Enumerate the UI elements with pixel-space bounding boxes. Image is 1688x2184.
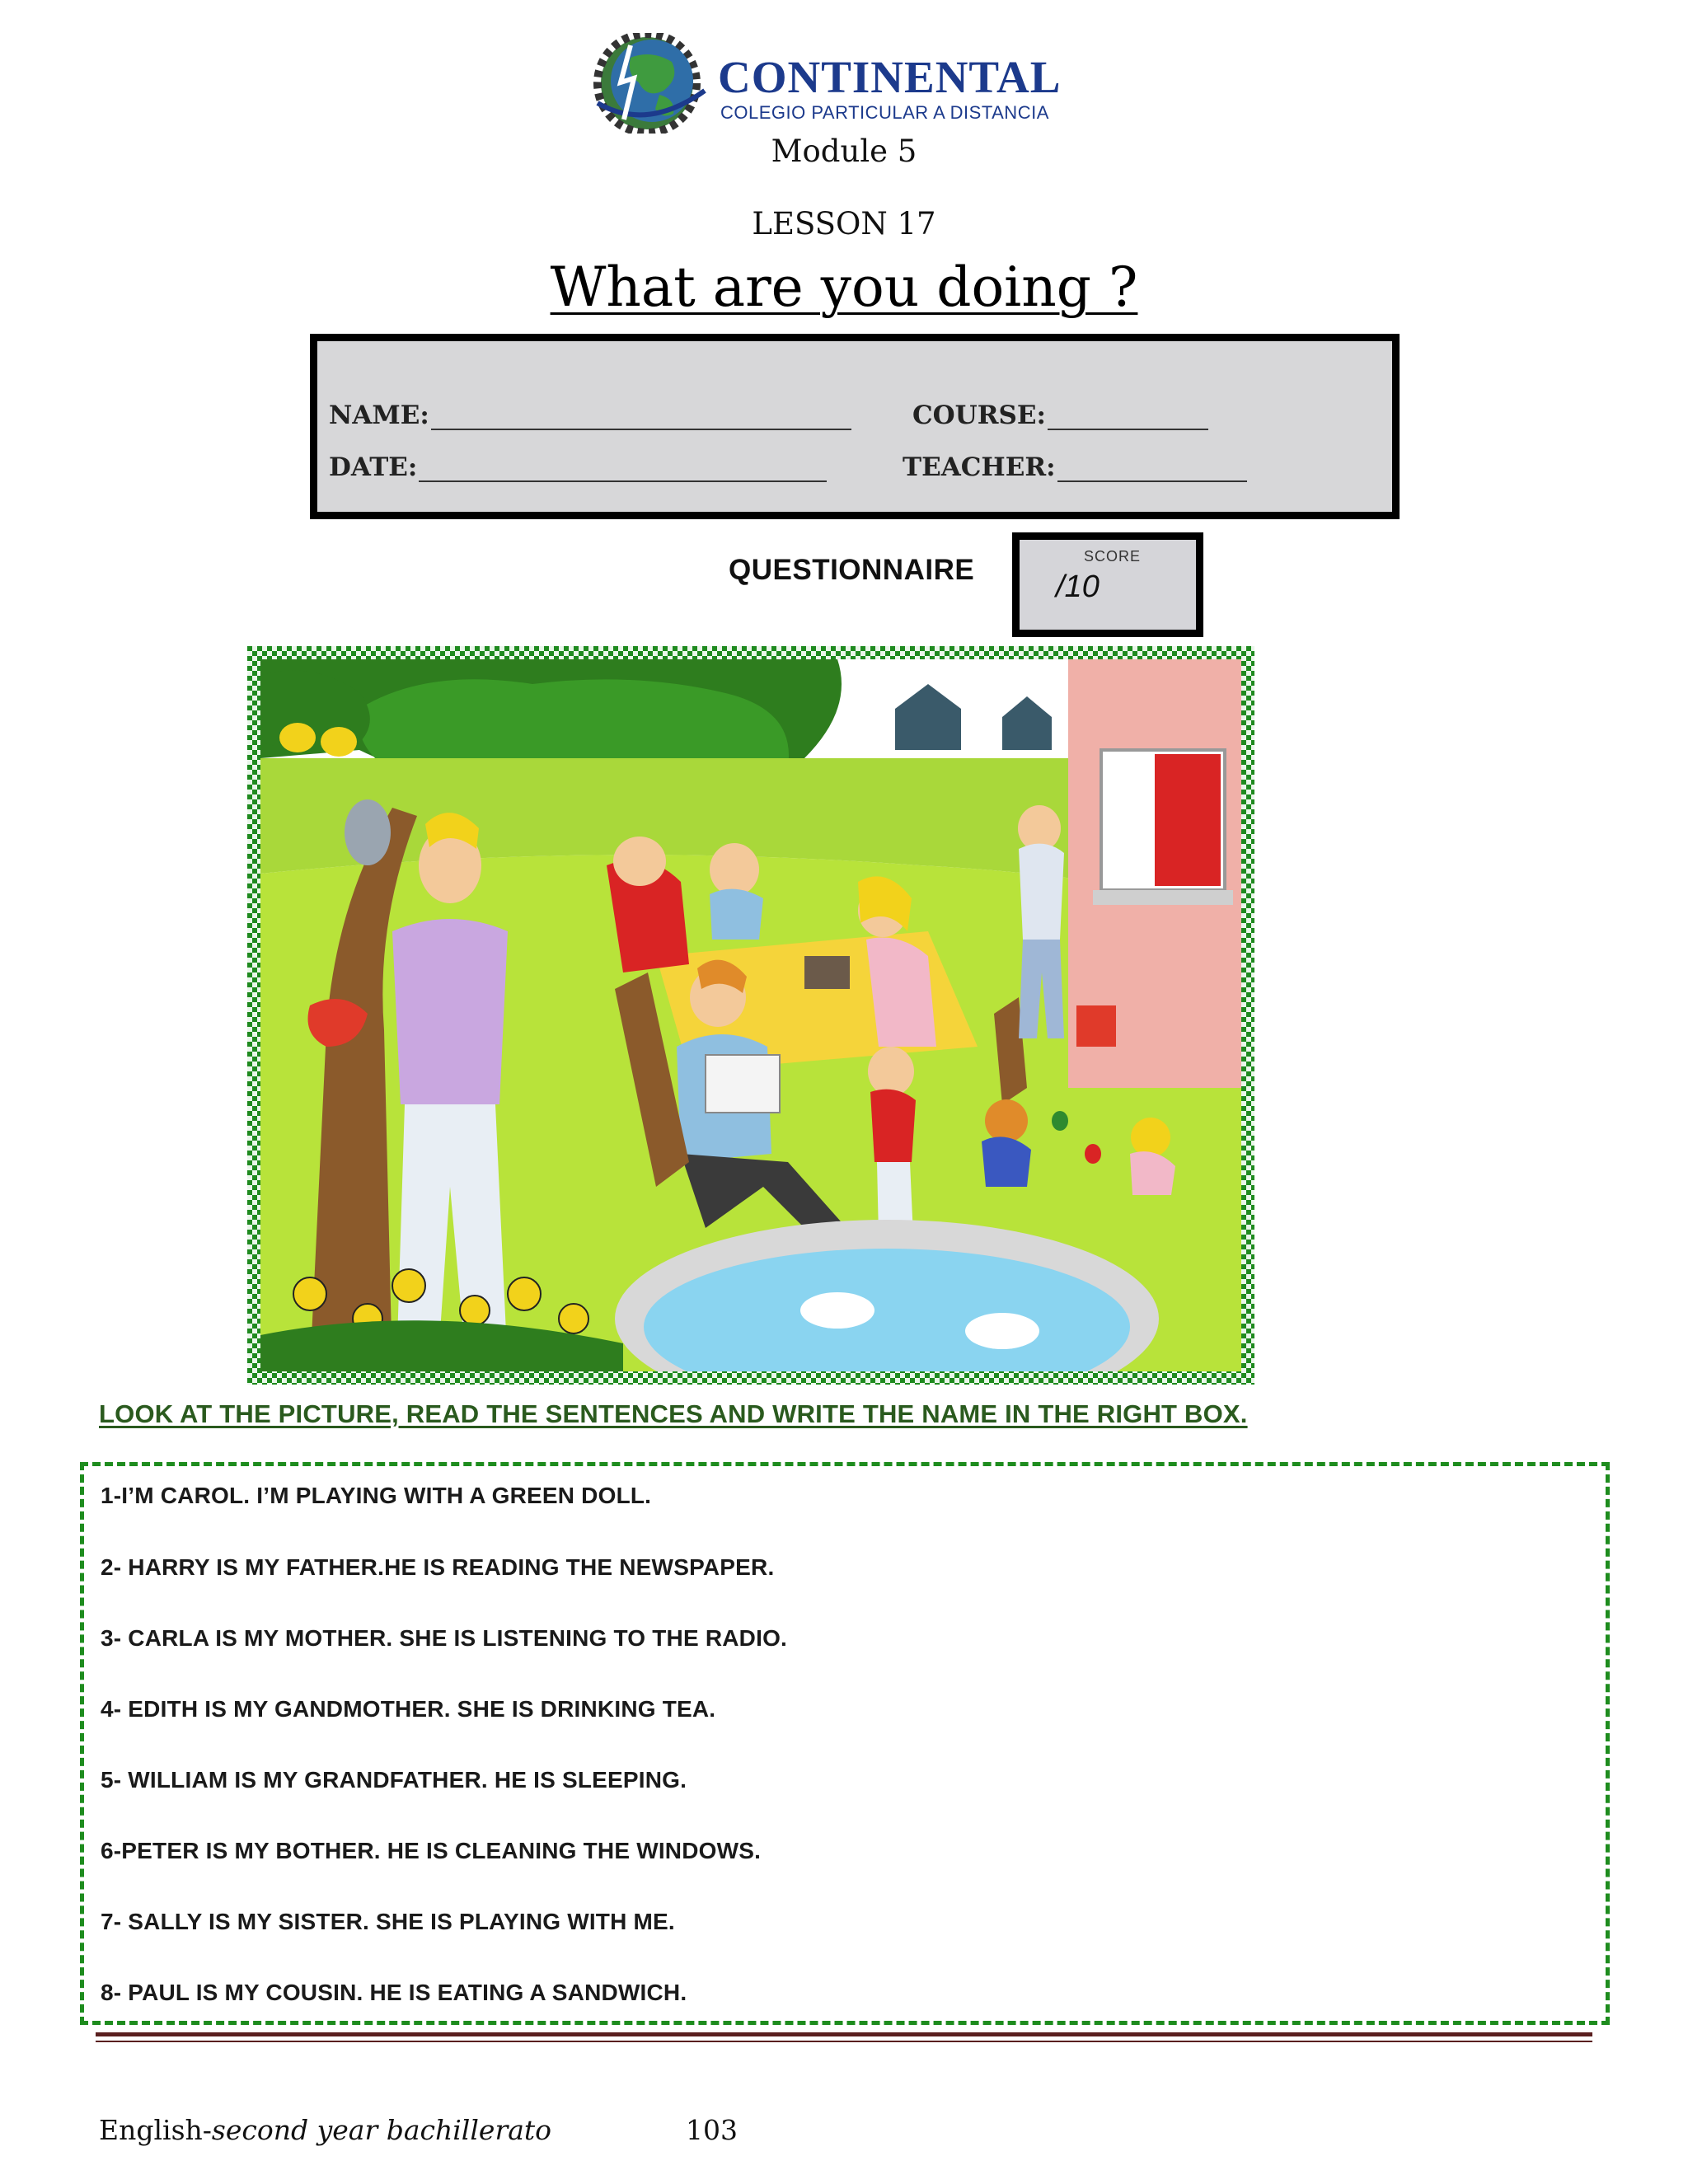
- course-field[interactable]: [912, 401, 1208, 430]
- sentences-box: [80, 1462, 1610, 2025]
- sentence-7: 7- SALLY IS MY SISTER. SHE IS PLAYING WITH ME.: [101, 1909, 675, 1934]
- footer-rule: [96, 2032, 1592, 2042]
- sentence-2: 2- HARRY IS MY FATHER.HE IS READING THE NEWSPAPER.: [101, 1554, 775, 1580]
- score-label: SCORE: [1084, 548, 1142, 565]
- score-box[interactable]: [1012, 532, 1203, 637]
- sentence-3: 3- CARLA IS MY MOTHER. SHE IS LISTENING TO THE RADIO.: [101, 1625, 788, 1651]
- course-label: COURSE:: [912, 401, 1046, 430]
- sentence-6: 6-PETER IS MY BOTHER. HE IS CLEANING THE WINDOWS.: [101, 1838, 762, 1863]
- school-logo: [581, 33, 1062, 136]
- sentence-8: 8- PAUL IS MY COUSIN. HE IS EATING A SANDWICH.: [101, 1980, 687, 2005]
- globe-gear-icon: [581, 33, 717, 134]
- date-label: DATE:: [329, 452, 418, 482]
- lesson-heading: LESSON 17: [752, 206, 936, 241]
- footer-subject: [99, 2114, 551, 2146]
- logo-subtitle: COLEGIO PARTICULAR A DISTANCIA: [720, 102, 1049, 123]
- teacher-label: TEACHER:: [903, 452, 1056, 482]
- name-field[interactable]: [329, 401, 851, 430]
- sentence-4: 4- EDITH IS MY GANDMOTHER. SHE IS DRINKING TEA.: [101, 1696, 716, 1722]
- instruction-text: LOOK AT THE PICTURE, READ THE SENTENCES AND WRITE THE NAME IN THE RIGHT BOX.: [99, 1399, 1248, 1428]
- name-label: NAME:: [329, 401, 429, 430]
- module-heading: Module 5: [771, 134, 917, 169]
- family-garden-picture: [247, 646, 1254, 1385]
- logo-name: CONTINENTAL: [718, 52, 1062, 102]
- footer-subject-main: English-: [99, 2114, 212, 2146]
- page-title: What are you doing ?: [550, 255, 1138, 319]
- score-value: /10: [1056, 569, 1100, 604]
- garden-scene-illustration: [260, 659, 1241, 1371]
- name-line[interactable]: [431, 405, 851, 430]
- footer-subject-italic: second year bachillerato: [211, 2114, 552, 2146]
- course-line[interactable]: [1048, 405, 1208, 430]
- page-number: 103: [686, 2114, 738, 2146]
- date-field[interactable]: [329, 452, 827, 482]
- teacher-line[interactable]: [1057, 457, 1247, 482]
- questionnaire-label: QUESTIONNAIRE: [729, 554, 975, 586]
- sentence-5: 5- WILLIAM IS MY GRANDFATHER. HE IS SLEEPING.: [101, 1767, 687, 1793]
- sentence-1: 1-I’M CAROL. I’M PLAYING WITH A GREEN DOLL.: [101, 1483, 652, 1508]
- date-line[interactable]: [419, 457, 827, 482]
- teacher-field[interactable]: [903, 452, 1247, 482]
- student-info-box: [310, 334, 1400, 519]
